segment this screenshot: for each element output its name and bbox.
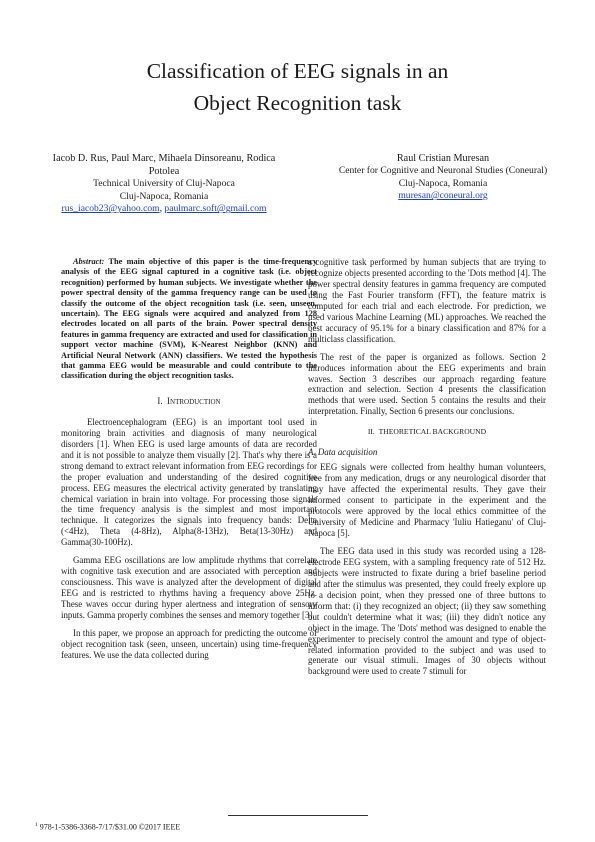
title-line-2: Object Recognition task <box>193 91 402 115</box>
section-number: II. <box>367 427 375 437</box>
author-affiliation: Technical University of Cluj-Napoca <box>93 178 235 189</box>
section-number: I. <box>157 395 163 406</box>
body-paragraph-1: a cognitive task performed by human subjects that are trying to recognize objects presented according to the 'Dots method [4]. The power spectral density features in gamma frequency are computed using the Fast Fourier transform (FFT), the feature matrix is computed for each trial and each electrode. For prediction, we used various Machine Learning (ML) approaches. We reached the best accuracy of 95.1% for a binary classification and 87% for a multiclass classification. <box>308 257 546 344</box>
footnote-divider <box>228 815 368 816</box>
right-column <box>308 257 546 684</box>
footnote-text: 978-1-5386-3368-7/17/$31.00 ©2017 IEEE <box>37 822 181 832</box>
email-link-1[interactable]: rus_iacob23@yahoo.com <box>61 203 160 215</box>
intro-paragraph-1: Electroencephalogram (EEG) is an important tool used in monitoring brain activities and diagnosis of many neurological disorders [1]. When EEG is used large amounts of data are recorded and it is not possible to analyze them visually [2]. That's why there is a strong demand to extract relevant information from EEG recordings for the proper evaluation and understanding of the desired cognitive process. EEG measures the electrical activity generated by translating chemical variation in brain into voltage. For processing those signals the time frequency analysis is the simplest and most important technique. It categorizes the signals into frequency bands: Delta (<4Hz), Theta (4-8Hz), Alpha(8-13Hz), Beta(13-30Hz) and Gamma(30-100Hz). <box>61 416 317 548</box>
body-paragraph-2: The rest of the paper is organized as follows. Section 2 introduces information about the EEG experiments and brain waves. Section 3 describes our approach regarding feature extraction and selection. Section 4 presents the classification methods that were used. Section 5 contains the results and their interpretation. Finally, Section 6 presents our conclusions. <box>308 351 546 417</box>
intro-paragraph-3: In this paper, we propose an approach for predicting the outcome of object recognition task (seen, unseen, uncertain) using time-frequency features. We use the data collected during <box>61 627 317 660</box>
abstract <box>61 257 317 382</box>
author-names: Raul Cristian Muresan <box>396 153 490 164</box>
abstract-label: Abstract: <box>73 257 105 266</box>
email-link-2[interactable]: paulmarc.soft@gmail.com <box>164 203 267 215</box>
author-block-left <box>26 152 302 216</box>
footnote <box>35 822 180 832</box>
author-city: Cluj-Napoca, Romania <box>398 177 488 189</box>
email-link[interactable]: muresan@coneural.org <box>398 190 488 202</box>
footnote-mark: 1 <box>35 822 38 828</box>
section-title: THEORETICAL BACKGROUND <box>378 427 487 437</box>
paper-title <box>0 55 595 119</box>
body-paragraph-3: EEG signals were collected from healthy human volunteers, free from any medication, drugs or any neurological disorder that may have affected the experimental results. They gave their informed consent to participate in the experiment and the protocols were approved by the local ethics committee of the University of Medicine and Pharmacy 'Iuliu Hatieganu' of Cluj-Napoca [5]. <box>308 462 546 538</box>
abstract-text: The main objective of this paper is the time-frequency analysis of the EEG signal captured in a cognitive task (i.e. object recognition) performed by human subjects. We investigate whether the power spectral density of the gamma frequency range can be used to classify the outcome of the object recognition task (i.e. seen, unseen, uncertain). The EEG signals were acquired and analyzed from 128 electrodes located on all parts of the brain. Power spectral density features in gamma frequency are extracted and used for classification in support vector machine (SVM), K-Nearest Neighbor (KNN) and Artificial Neural Network (ANN) classifiers. We tested the hypothesis that gamma EEG would be measurable and could contribute to the classification during the object recognition tasks. <box>61 257 317 381</box>
author-block-right <box>318 152 568 203</box>
subsection-heading-data-acquisition: A. Data acquisition <box>308 447 378 458</box>
title-line-1: Classification of EEG signals in an <box>146 59 449 83</box>
section-title-first: I <box>167 395 171 406</box>
author-names-line-2: Potolea <box>148 166 180 177</box>
intro-paragraph-2: Gamma EEG oscillations are low amplitude rhythms that correlate with cognitive task execution and are associated with perception and consciousness. This wave is analyzed after the development of digital EEG and is restricted to rhythms having a frequency above 25Hz. These waves occur during hyper alertness and integration of sensory inputs. Gamma properly combines the senses and memory together [3]. <box>61 555 317 621</box>
section-heading-theoretical-background <box>308 427 546 438</box>
body-paragraph-4: The EEG data used in this study was recorded using a 128-electrode EEG system, with a sampling frequency rate of 512 Hz. Subjects were instructed to fixate during a brief baseline period and after the stimulus was presented, they could freely explore up to a decision point, when they pressed one of three buttons to inform that: (i) they recognized an object; (ii) they saw something but couldn't determine what it was; (iii) they didn't notice any object in the image. The 'Dots' method was designed to enable the experimenter to precisely control the amount and type of object-related information provided to the subject and was used to generate our visual stimuli. Images of 30 objects without background were used to create 7 stimuli for <box>308 545 546 677</box>
author-city: Cluj-Napoca, Romania <box>119 190 209 202</box>
author-names-line-1: Iacob D. Rus, Paul Marc, Mihaela Dinsoreanu, Rodica <box>52 153 276 164</box>
left-column <box>61 257 317 668</box>
author-emails <box>26 203 302 216</box>
section-title-rest: NTRODUCTION <box>170 397 221 406</box>
author-affiliation: Center for Cognitive and Neuronal Studies (Coneural) <box>338 165 548 176</box>
email-separator: , <box>159 203 165 215</box>
section-heading-introduction <box>61 396 317 408</box>
